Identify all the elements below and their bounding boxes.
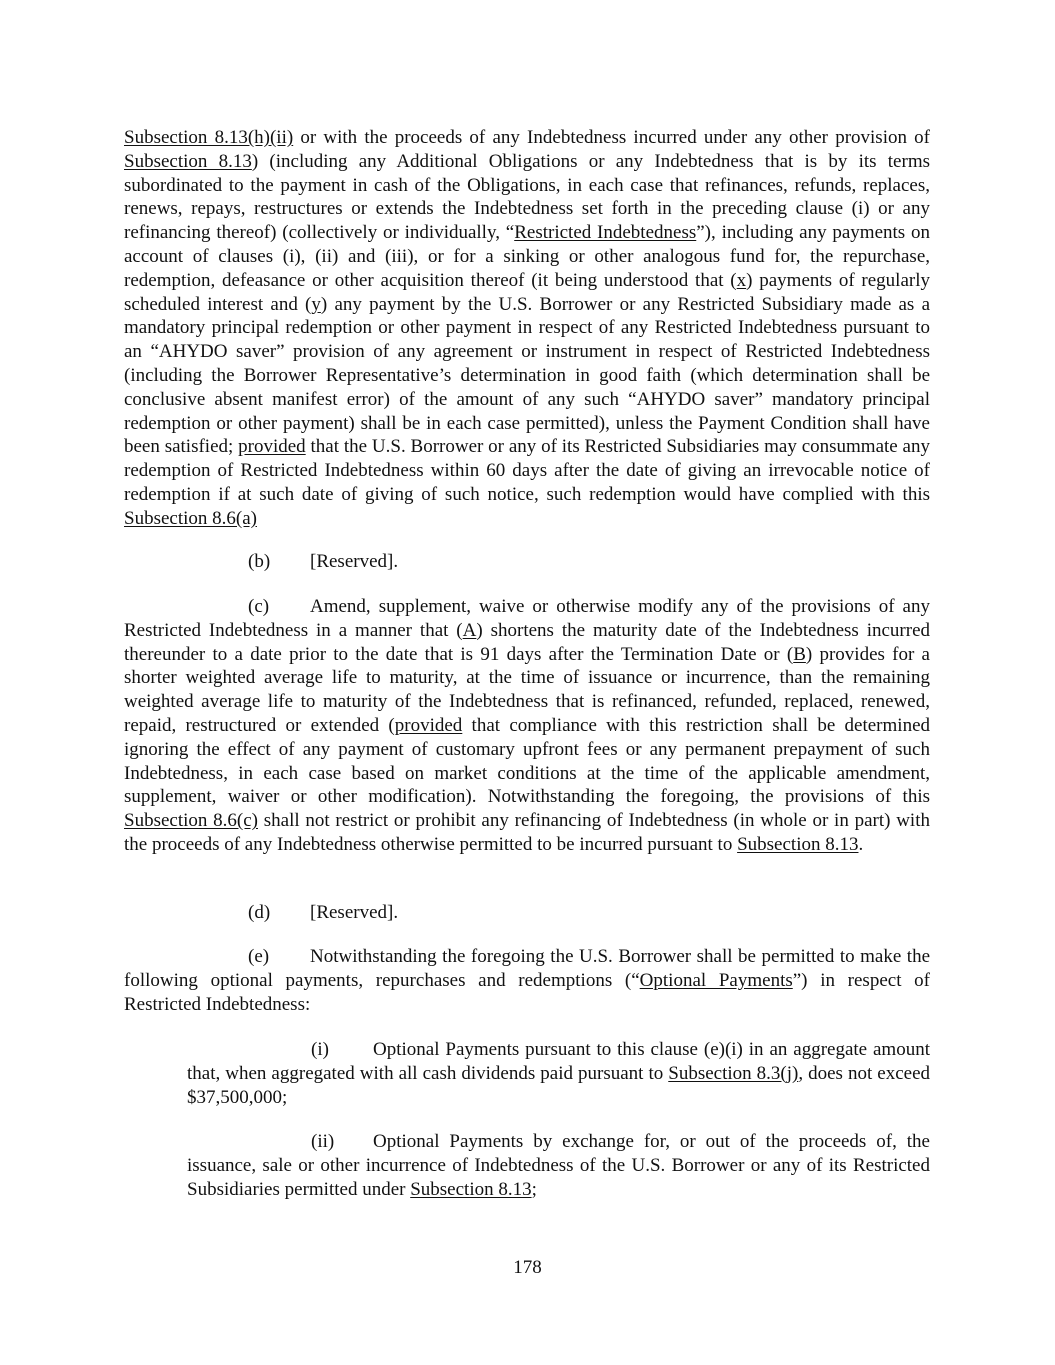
- clause-text: [Reserved].: [310, 551, 399, 572]
- text-run: Optional Payments by exchange for, or out of the proceeds of, the issuance, sale or other incurrence of Indebtedness of the U.S. Borrower or any of its Restricted Subsidiaries permitted under: [187, 1131, 930, 1200]
- enumerator: x: [736, 269, 747, 291]
- enumerator: A: [462, 619, 477, 641]
- clause-text: [Reserved].: [310, 902, 399, 923]
- paragraph-e-i: [187, 1038, 930, 1109]
- text-run: shall not restrict or prohibit any refinancing of Indebtedness (in whole or in part) with the proceeds of any Indebtedness otherwise permitted to be incurred pursuant to: [124, 810, 930, 855]
- paragraph-d: [124, 901, 930, 925]
- text-run: Amend, supplement, waive or otherwise modify any of the provisions of any Restricted Indebtedness in a manner that (: [124, 596, 930, 641]
- cross-reference: Subsection 8.3(j): [668, 1062, 799, 1084]
- paragraph-b: [124, 550, 930, 574]
- text-run: , does not exceed $37,500,000;: [187, 1062, 931, 1108]
- cross-reference: Subsection 8.13: [410, 1178, 532, 1200]
- paragraph-c: [124, 595, 930, 857]
- text-run: ”) in respect of Restricted Indebtedness:: [124, 969, 930, 1015]
- clause-label: (e): [248, 946, 270, 967]
- text-run: .: [858, 833, 864, 855]
- proviso-term: provided: [394, 714, 463, 736]
- text-run: ) (including any Additional Obligations or any Indebtedness that is by its terms subordinated to the payment in cash of the Obligations, in each case that refinances, refunds, replaces, renews, repays, restructures or extends the Indebtedness set forth in the preceding clause (i) or any refinancing thereof) (collectively or individually, “: [124, 150, 930, 244]
- defined-term: Optional Payments: [639, 969, 793, 991]
- cross-reference: Subsection 8.13: [124, 150, 252, 172]
- enumerator: y: [311, 293, 321, 315]
- page-number: 178: [513, 1257, 542, 1278]
- text-run: ) provides for a shorter weighted average life to maturity, at the time of issuance or incurrence, than the remaining weighted average life to maturity of the Indebtedness that is refinanced, refunded, replaced, renewed, repaid, restructured or extended (: [124, 643, 930, 736]
- clause-label: (c): [248, 596, 270, 617]
- proviso-term: provided: [238, 436, 306, 458]
- cross-reference: Subsection 8.6(c): [124, 810, 258, 832]
- clause-label: (d): [248, 902, 271, 923]
- text-run: Optional Payments pursuant to this clause (e)(i) in an aggregate amount that, when aggregated with all cash dividends paid pursuant to: [187, 1039, 930, 1084]
- text-run: that compliance with this restriction shall be determined ignoring the effect of any payment of customary upfront fees or any permanent prepayment of such Indebtedness, in each case based on market conditions at the time of the applicable amendment, supplement, waiver or other modification). Notwithstanding the foregoing, the provisions of this: [124, 714, 931, 808]
- cross-reference: Subsection 8.13: [737, 833, 859, 855]
- clause-label: (ii): [311, 1131, 335, 1152]
- paragraph-e-ii: [187, 1130, 930, 1201]
- paragraph-a-continued: [124, 126, 930, 531]
- text-run: ”), including any payments on account of clauses (i), (ii) and (iii), or for a sinking or other analogous fund for, the repurchase, redemption, defeasance or other acquisition thereof (it being understood that (: [124, 222, 930, 291]
- cross-reference: Subsection 8.13(h)(ii): [124, 127, 294, 148]
- text-run: ) any payment by the U.S. Borrower or any Restricted Subsidiary made as a mandatory principal redemption or other payment in respect of any Restricted Indebtedness pursuant to an “AHYDO saver” provision of any agreement or instrument in respect of Restricted Indebtedness (including the Borrower Representative’s determination in good faith (which determination shall be conclusive absent manifest error) of the amount of any such “AHYDO saver” mandatory principal redemption or other payment) shall be in each case permitted), unless the Payment Condition shall have been satisfied;: [124, 293, 931, 458]
- text-run: or with the proceeds of any Indebtedness incurred under any other provision of: [293, 127, 930, 148]
- text-run: ) shortens the maturity date of the Indebtedness incurred thereunder to a date prior to the date that is 91 days after the Termination Date or (: [124, 619, 930, 665]
- text-run: ) payments of regularly scheduled interest and (: [124, 269, 930, 315]
- text-run: ;: [531, 1178, 537, 1200]
- defined-term: Restricted Indebtedness: [514, 222, 697, 244]
- clause-label: (i): [311, 1039, 329, 1060]
- enumerator: B: [793, 643, 806, 665]
- text-run: that the U.S. Borrower or any of its Restricted Subsidiaries may consummate any redemption of Restricted Indebtedness within 60 days after the date of giving an irrevocable notice of redemption if at such date of giving of such notice, such redemption would have complied with this: [124, 436, 930, 505]
- cross-reference: Subsection 8.6(a): [124, 507, 257, 529]
- text-run: Notwithstanding the foregoing the U.S. Borrower shall be permitted to make the following optional payments, repurchases and redemptions (“: [124, 946, 930, 991]
- clause-label: (b): [248, 551, 271, 572]
- paragraph-e: [124, 945, 930, 1016]
